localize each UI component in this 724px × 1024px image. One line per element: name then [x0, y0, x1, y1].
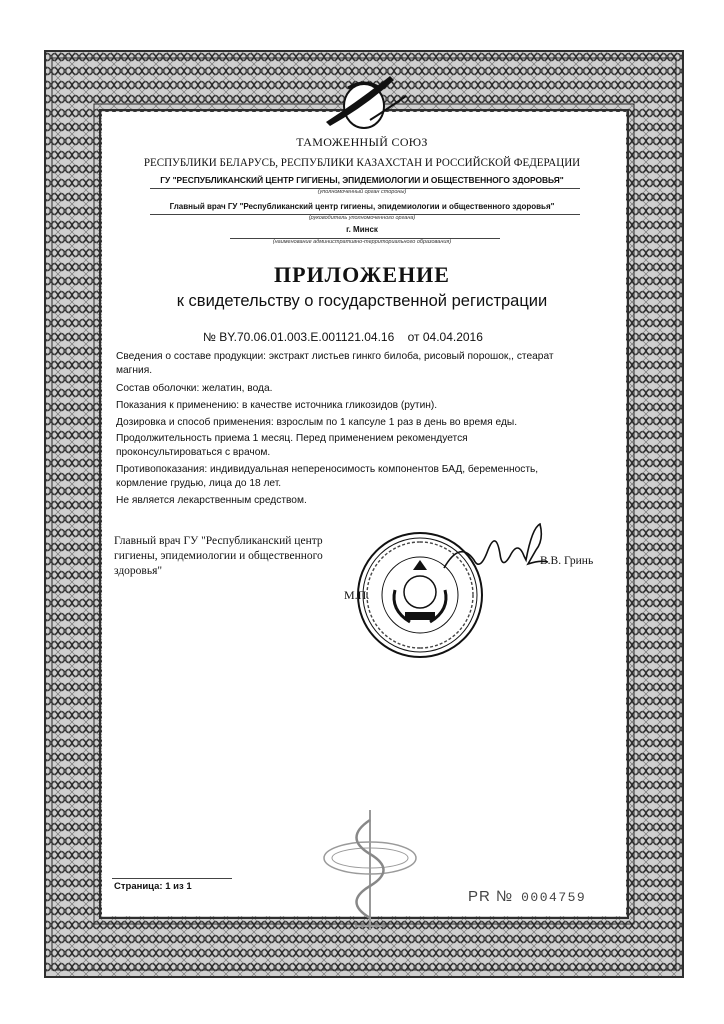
shell-composition: Состав оболочки: желатин, вода.: [116, 383, 273, 394]
authority-name: ГУ "РЕСПУБЛИКАНСКИЙ ЦЕНТР ГИГИЕНЫ, ЭПИДЕМИОЛОГИИ И ОБЩЕСТВЕННОГО ЗДОРОВЬЯ": [160, 175, 564, 185]
city-caption: (наименование административно-территориального образования): [272, 239, 452, 245]
footer-divider: [112, 878, 232, 879]
registration-number-value: № BY.70.06.01.003.Е.001121.04.16: [203, 330, 395, 344]
pr-label: PR №: [468, 888, 514, 905]
page-counter: Страница: 1 из 1: [114, 881, 192, 892]
union-emblem-icon: [320, 70, 412, 141]
signatory-position-line-3: здоровья": [114, 565, 163, 577]
authority-caption: (уполномоченный орган стороны): [317, 189, 407, 195]
pr-number: [468, 888, 586, 905]
chief-caption: (руководитель уполномоченного органа): [308, 215, 416, 221]
page-subtitle: к свидетельству о государственной регистрации: [176, 292, 548, 310]
signatory-position: [114, 534, 323, 579]
composition-line-1: Сведения о составе продукции: экстракт листьев гинкго билоба, рисовый порошок,, стеарат: [116, 351, 554, 362]
city: г. Минск: [346, 225, 378, 234]
chief-line: Главный врач ГУ "Республиканский центр гигиены, эпидемиологии и общественного здоровья": [169, 202, 555, 211]
signatory-position-line-1: Главный врач ГУ "Республиканский центр: [114, 535, 323, 547]
signatory-name: В.В. Гринь: [540, 555, 594, 567]
duration-line-1: Продолжительность приема 1 месяц. Перед применением рекомендуется: [116, 433, 468, 444]
registration-date: от 04.04.2016: [407, 330, 483, 344]
contraindications-line-1: Противопоказания: индивидуальная непереносимость компонентов БАД, беременность,: [116, 464, 539, 475]
registration-number: [203, 330, 483, 344]
dosage: Дозировка и способ применения: взрослым по 1 капсуле 1 раз в день во время еды.: [116, 417, 518, 428]
contraindications-line-2: кормление грудью, лица до 18 лет.: [116, 478, 282, 489]
union-title: ТАМОЖЕННЫЙ СОЮЗ: [296, 135, 428, 149]
pr-number-value: 0004759: [521, 890, 587, 905]
handwritten-signature: [440, 520, 550, 585]
duration-line-2: проконсультироваться с врачом.: [116, 447, 271, 458]
indications: Показания к применению: в качестве источника гликозидов (рутин).: [116, 400, 438, 411]
bowl-of-hygieia-icon: [315, 790, 425, 945]
signatory-position-line-2: гигиены, эпидемиологии и общественного: [114, 550, 323, 562]
not-a-drug-note: Не является лекарственным средством.: [116, 495, 307, 506]
page-title: ПРИЛОЖЕНИЕ: [274, 262, 450, 287]
stamp-place: М.П.: [344, 588, 370, 602]
republics-line: РЕСПУБЛИКИ БЕЛАРУСЬ, РЕСПУБЛИКИ КАЗАХСТАН И РОССИЙСКОЙ ФЕДЕРАЦИИ: [143, 157, 581, 169]
composition-line-2: магния.: [116, 365, 153, 376]
